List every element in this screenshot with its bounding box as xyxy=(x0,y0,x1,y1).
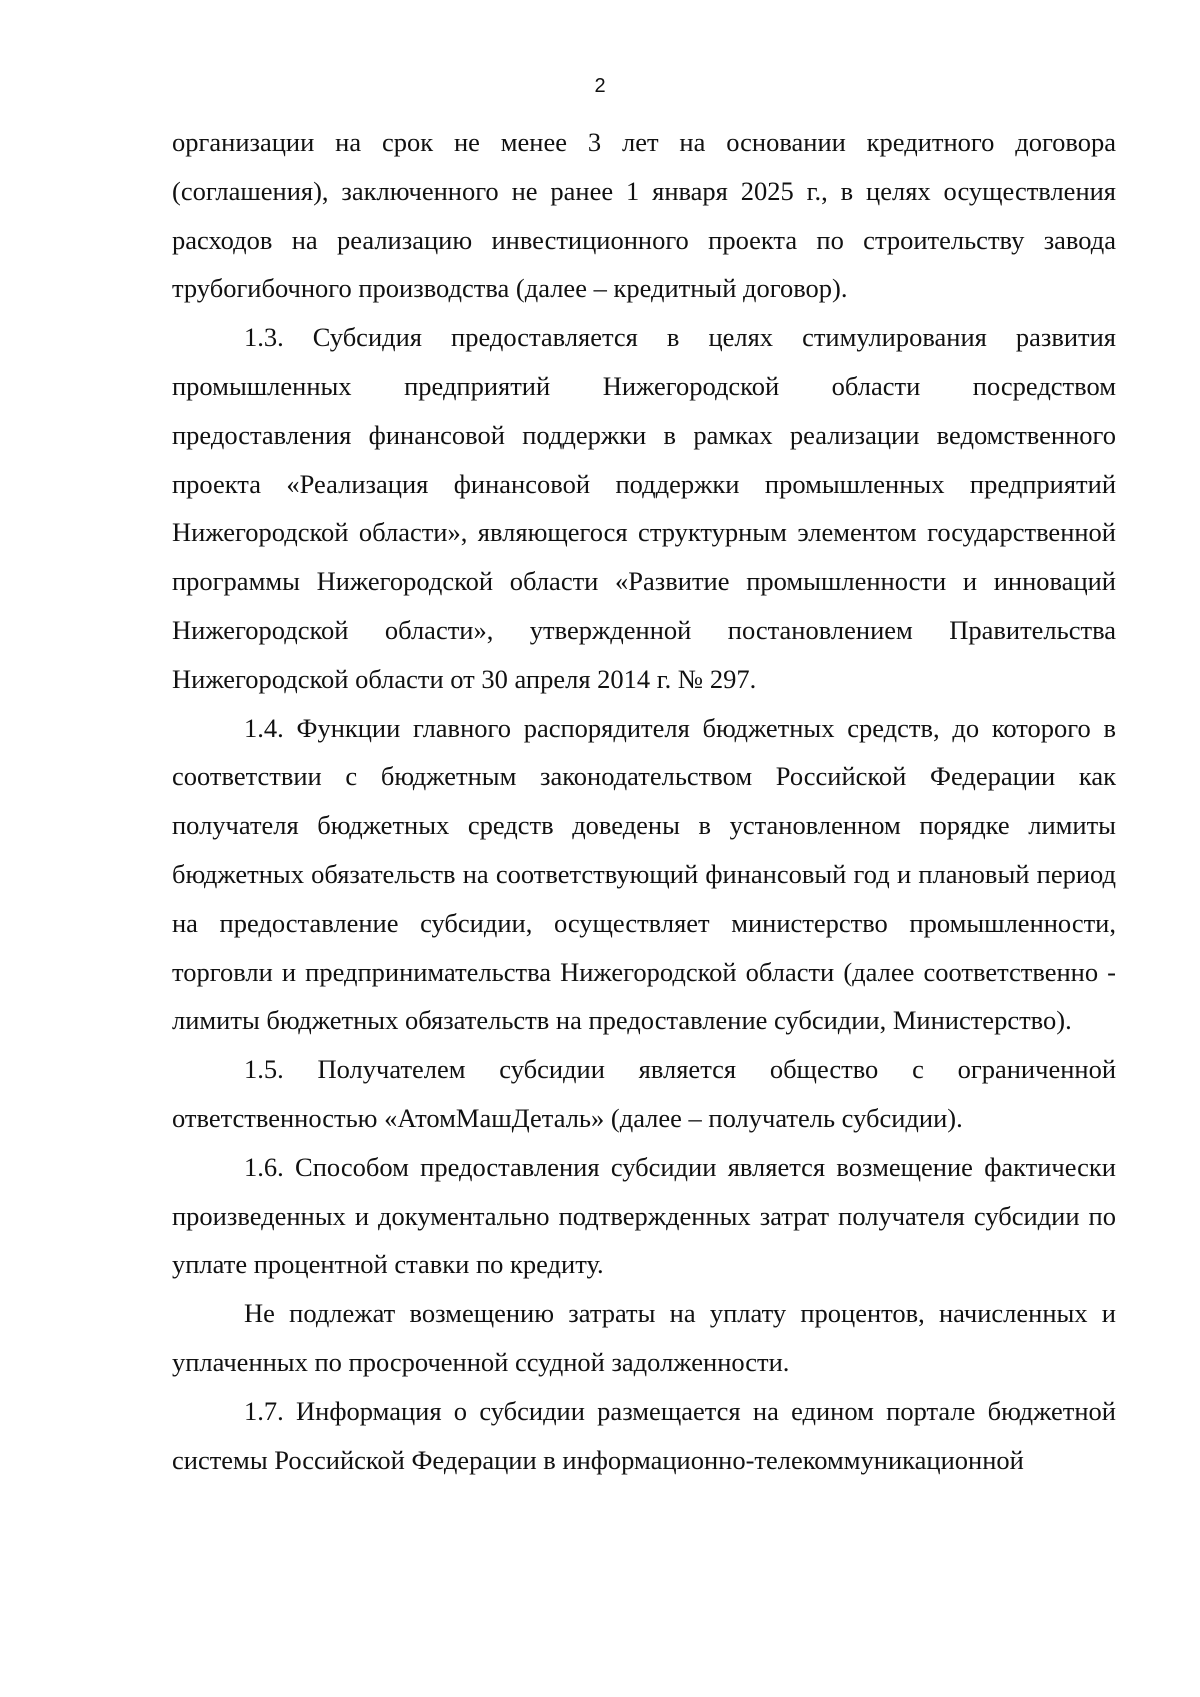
paragraph-1-5-recipient: 1.5. Получателем субсидии является общество с ограниченной ответственностью «АтомМашДеталь» (далее – получатель субсидии). xyxy=(172,1054,1116,1133)
paragraph-1-6-method: 1.6. Способом предоставления субсидии является возмещение фактически произведенных и документально подтвержденных затрат получателя субсидии по уплате процентной ставки по кредиту. xyxy=(172,1151,1116,1280)
paragraph-non-reimbursable: Не подлежат возмещению затраты на уплату процентов, начисленных и уплаченных по просроченной ссудной задолженности. xyxy=(172,1298,1116,1377)
page-number: 2 xyxy=(594,75,606,97)
document-body xyxy=(172,118,1116,1484)
paragraph-credit-agreement: организации на срок не менее 3 лет на основании кредитного договора (соглашения), заключенного не ранее 1 января 2025 г., в целях осуществления расходов на реализацию инвестиционного проекта по строительству завода трубогибочного производства (далее – кредитный договор). xyxy=(172,127,1116,304)
paragraph-1-4-budget-functions: 1.4. Функции главного распорядителя бюджетных средств, до которого в соответствии с бюджетным законодательством Российской Федерации как получателя бюджетных средств доведены в установленном порядке лимиты бюджетных обязательств на соответствующий финансовый год и плановый период на предоставление субсидии, осуществляет министерство промышленности, торговли и предпринимательства Нижегородской области (далее соответственно - лимиты бюджетных обязательств на предоставление субсидии, Министерство). xyxy=(172,712,1116,1036)
paragraph-1-3-purpose: 1.3. Субсидия предоставляется в целях стимулирования развития промышленных предприятий Нижегородской области посредством предоставления финансовой поддержки в рамках реализации ведомственного проекта «Реализация финансовой поддержки промышленных предприятий Нижегородской области», являющегося структурным элементом государственной программы Нижегородской области «Развитие промышленности и инноваций Нижегородской области», утвержденной постановлением Правительства Нижегородской области от 30 апреля 2014 г. № 297. xyxy=(172,322,1116,694)
paragraph-1-7-information: 1.7. Информация о субсидии размещается на едином портале бюджетной системы Российской Федерации в информационно-телекоммуникационной xyxy=(172,1395,1116,1475)
